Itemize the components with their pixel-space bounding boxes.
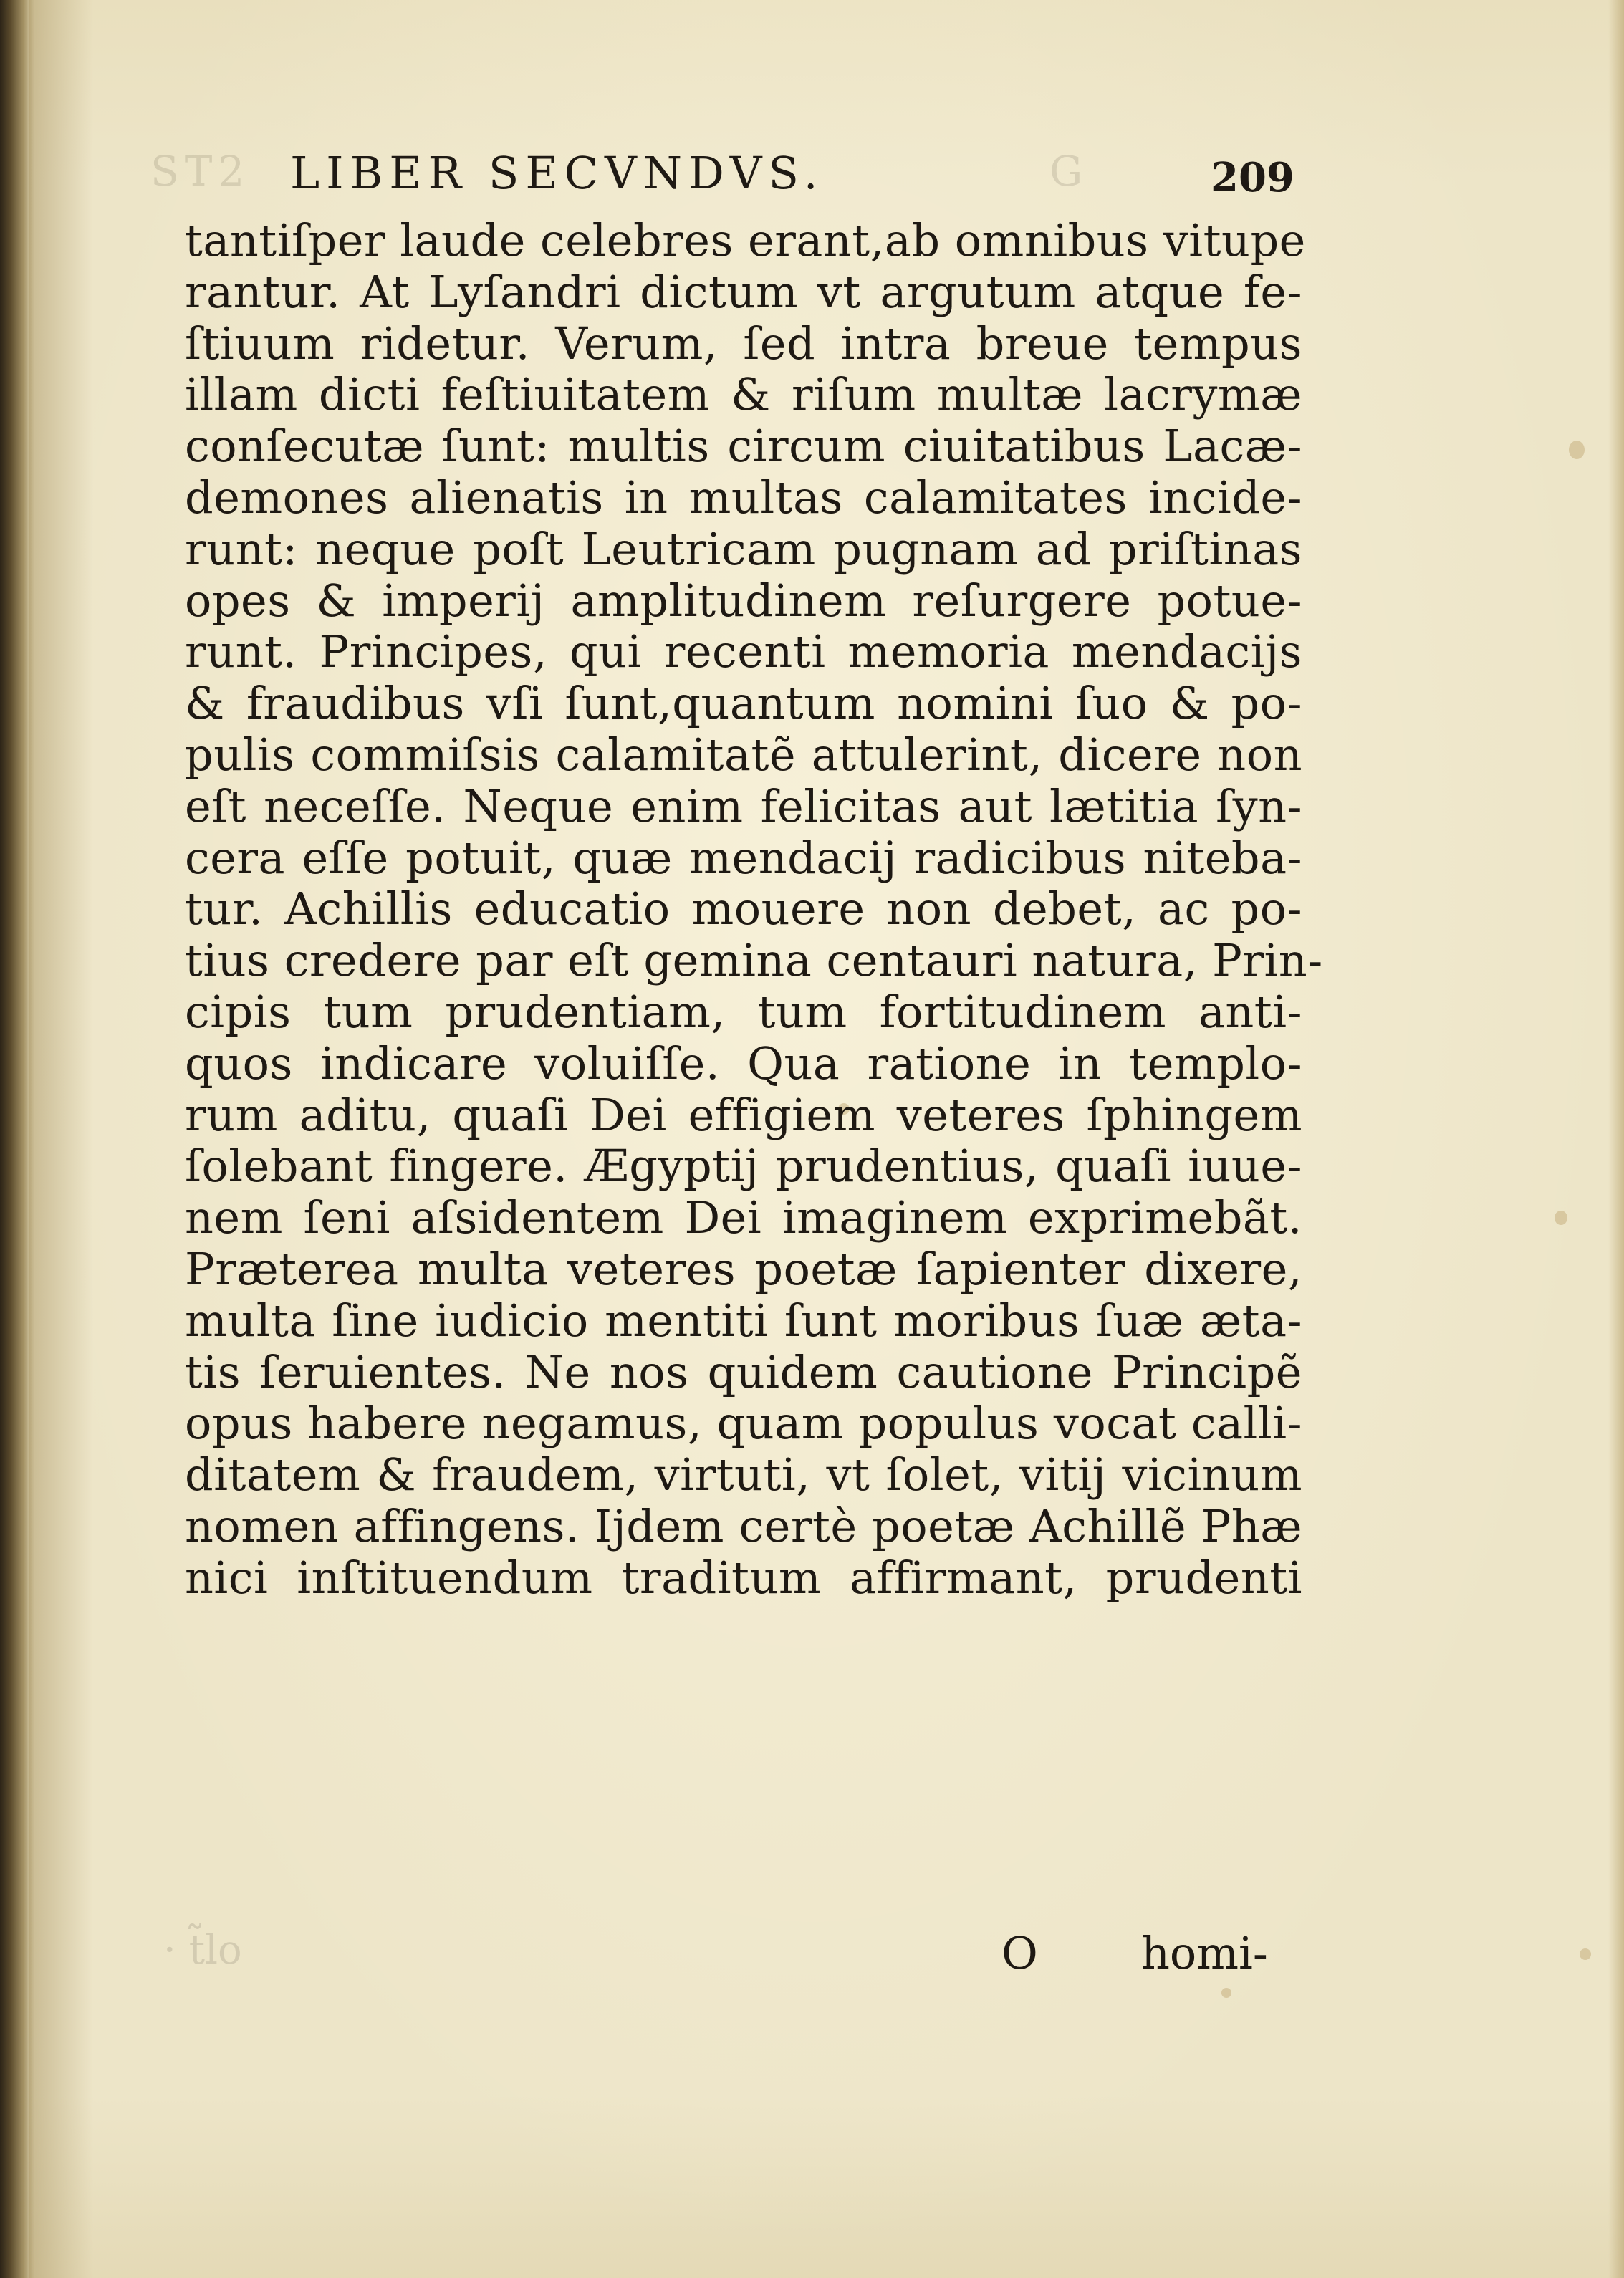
text-line: cipis tum prudentiam, tum fortitudinem anti-: [185, 985, 1302, 1038]
text-line: eſt neceſſe. Neque enim felicitas aut lætitia ſyn-: [185, 779, 1302, 832]
text-line: conſecutæ ſunt: multis circum ciuitatibus Lacæ-: [185, 420, 1302, 473]
text-line: nomen affingens. Ijdem certè poetæ Achillẽ Phæ: [185, 1499, 1302, 1552]
show-through-text: ST2: [150, 147, 251, 196]
text-line: demones alienatis in multas calamitates incide-: [185, 471, 1302, 524]
gutter-shadow: [29, 0, 93, 2278]
show-through-text: G: [1049, 147, 1083, 196]
text-line: quos indicare voluiſſe. Qua ratione in templo-: [185, 1037, 1302, 1090]
text-line: opes & imperij amplitudinem reſurgere potue-: [185, 574, 1302, 627]
page-footer: [163, 1927, 1302, 1991]
text-line: tius credere par eſt gemina centauri natura, Prin-: [185, 934, 1323, 987]
text-line: cera eſſe potuit, quæ mendacij radicibus niteba-: [185, 831, 1302, 884]
text-line: nici inſtituendum traditum affirmant, prudenti: [185, 1551, 1302, 1604]
show-through-text: · t̃lo: [163, 1927, 242, 1974]
paper-stain: [1555, 1211, 1567, 1225]
text-line: pulis commiſsis calamitatẽ attulerint, dicere non: [185, 728, 1302, 781]
text-line: rum aditu, quaſi Dei effigiem veteres ſphingem: [185, 1088, 1302, 1141]
running-head-title: LIBER SECVNDVS.: [290, 147, 825, 199]
text-line: ſolebant fingere. Ægyptij prudentius, quaſi iuue-: [185, 1140, 1302, 1193]
text-line: tur. Achillis educatio mouere non debet, ac po-: [185, 883, 1302, 936]
text-line: tantiſper laude celebres erant,ab omnibus vitupe: [185, 214, 1306, 266]
text-line: nem ſeni aſsidentem Dei imaginem exprimebãt.: [185, 1191, 1302, 1244]
body-text: [185, 214, 1323, 1604]
paper-stain: [1580, 1948, 1591, 1960]
text-line: ſtiuum ridetur. Verum, ſed intra breue tempus: [185, 317, 1302, 370]
text-line: runt: neque poſt Leutricam pugnam ad priſtinas: [185, 522, 1302, 575]
text-line: illam dicti feſtiuitatem & riſum multæ lacrymæ: [185, 368, 1302, 421]
page-edge: [1608, 0, 1624, 2278]
catchword: homi-: [1141, 1927, 1268, 1979]
text-line: multa ſine iudicio mentiti ſunt moribus ſuæ æta-: [185, 1294, 1302, 1347]
paper-stain: [1569, 441, 1585, 459]
text-line: runt. Principes, qui recenti memoria mendacijs: [185, 625, 1302, 678]
text-line: tis ſeruientes. Ne nos quidem cautione Principẽ: [185, 1345, 1302, 1398]
text-line: & fraudibus vſi ſunt,quantum nomini ſuo & po-: [185, 677, 1302, 730]
text-line: Præterea multa veteres poetæ ſapienter dixere,: [185, 1242, 1302, 1295]
text-line: opus habere negamus, quam populus vocat calli-: [185, 1397, 1302, 1450]
text-line: rantur. At Lyſandri dictum vt argutum atque fe-: [185, 265, 1302, 318]
folio-number: 209: [1211, 154, 1294, 201]
signature-mark: O: [1001, 1927, 1038, 1979]
text-line: ditatem & fraudem, virtuti, vt ſolet, vitij vicinum: [185, 1448, 1302, 1501]
